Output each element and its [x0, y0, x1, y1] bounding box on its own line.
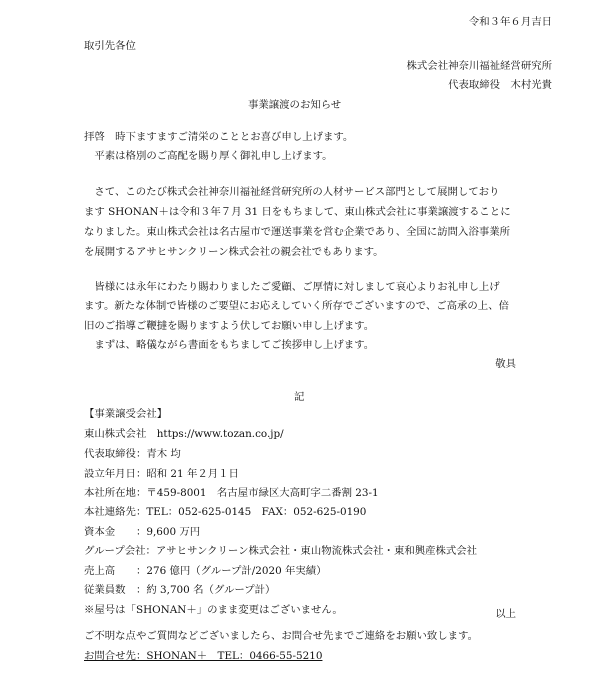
greeting-line: 拝啓 時下ますますご清栄のこととお喜び申し上げます。: [84, 131, 354, 143]
paragraph-line: 皆様には永年にわたり賜わりましたご愛顧、ご厚情に対しまして哀心よりお礼申し上げ: [84, 281, 500, 293]
greeting-line: 平素は格別のご高配を賜り厚く御礼申し上げます。: [84, 150, 333, 162]
details-employees: 従業員数 ：約 3,700 名（グループ計）: [84, 584, 276, 596]
sender-representative: 代表取締役 木村光貴: [448, 79, 552, 91]
paragraph-line: なりました。東山株式会社は名古屋市で運送事業を営む企業であり、全国に訪問入浴事業所: [84, 226, 511, 238]
inquiry-text: ご不明な点やご質問などございましたら、お問合せ先までご連絡をお願い致します。: [84, 630, 479, 642]
details-note: ※屋号は「SHONAN＋」のまま変更はございません。: [84, 604, 343, 616]
details-company: 東山株式会社 https://www.tozan.co.jp/: [84, 428, 284, 440]
paragraph-line: を展開するアサヒサンクリーン株式会社の親会社でもあります。: [84, 246, 384, 258]
sender-company: 株式会社神奈川福祉経営研究所: [406, 60, 552, 72]
addressee: 取引先各位: [84, 40, 136, 52]
details-representative: 代表取締役：青木 均: [84, 448, 181, 460]
paragraph-line: ます。新たな体制で皆様のご要望にお応えしていく所存でございますので、ご高承の上、倍: [84, 300, 509, 312]
paragraph-line: ます SHONAN＋は令和３年７月 31 日をもちまして、東山株式会社に事業譲渡することに: [84, 206, 511, 218]
paragraph-line: 旧のご指導ご鞭撻を賜りますよう伏してお願い申し上げます。: [84, 320, 375, 332]
date: 令和３年６月吉日: [468, 16, 552, 28]
contact-line: お問合せ先：SHONAN＋ TEL：0466-55-5210: [84, 650, 323, 662]
paragraph-line: さて、このたび株式会社神奈川福祉経営研究所の人材サービス部門として展開しており: [84, 186, 500, 198]
details-heading: 【事業譲受会社】: [84, 408, 168, 420]
ki-marker: 記: [294, 391, 305, 403]
closing-keigu: 敬具: [495, 358, 516, 370]
details-capital: 資本金 ：9,600 万円: [84, 526, 201, 538]
paragraph-line: まずは、略儀ながら書面をもちましてご挨拶申し上げます。: [84, 339, 375, 351]
details-founded: 設立年月日：昭和 21 年２月１日: [84, 468, 239, 480]
details-contact: 本社連絡先：TEL：052-625-0145 FAX：052-625-0190: [84, 506, 367, 518]
details-group: グループ会社：アサヒサンクリーン株式会社・東山物流株式会社・東和興産株式会社: [84, 545, 478, 557]
document-title: 事業譲渡のお知らせ: [248, 99, 342, 111]
details-sales: 売上高 ：276 億円（グループ計/2020 年実績）: [84, 565, 327, 577]
closing-ijo: 以上: [495, 608, 516, 620]
details-address: 本社所在地：〒459-8001 名古屋市緑区大高町字二番割 23-1: [84, 487, 379, 499]
